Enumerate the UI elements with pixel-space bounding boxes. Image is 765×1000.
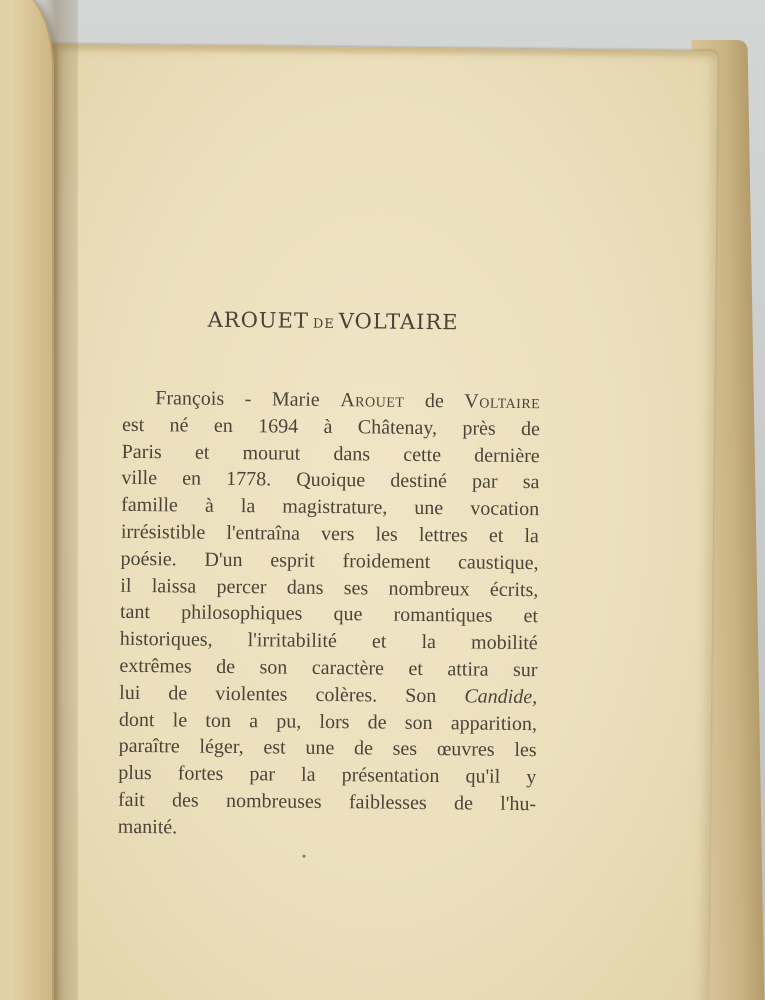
facing-page-edge (0, 0, 54, 1000)
text-line: tant philosophiques que romantiques et (119, 601, 539, 628)
title-name: VOLTAIRE (338, 309, 459, 335)
text-line: dont le ton a pu, lors de son apparition, (118, 708, 538, 735)
biography-paragraph (118, 385, 541, 845)
text-line: poésie. D'un esprit froidement caustique, (120, 547, 539, 574)
text-line: paraître léger, est une de ses œuvres les (118, 735, 537, 762)
title-particle: DE (312, 316, 335, 333)
text-line: irrésistible l'entraîna vers les lettres et la (120, 520, 539, 548)
text-line: fait des nombreuses faiblesses de l'hu- (117, 788, 537, 816)
text-line: ville en 1778. Quoique destiné par sa (121, 467, 540, 494)
text-line: famille à la magistrature, une vocation (121, 494, 540, 521)
text-line: plus fortes par la présentation qu'il y (118, 761, 537, 789)
title-surname: AROUET (207, 307, 310, 333)
text-line: François - Marie Arouet de Voltaire (155, 387, 541, 414)
text-line: historiques, l'irritabilité et la mobilité (119, 627, 538, 655)
book-page (36, 44, 718, 1000)
book-title-candide: Candide, (464, 685, 538, 708)
text-line: est né en 1694 à Châtenay, près de (121, 413, 541, 440)
page-title (43, 306, 623, 336)
ink-speck (302, 855, 305, 858)
text-line: lui de violentes colères. Son Candide, (119, 681, 538, 708)
text-line: extrêmes de son caractère et attira sur (119, 654, 538, 682)
text-line: manité. (117, 815, 178, 839)
text-line: il laissa percer dans ses nombreux écrits, (120, 574, 539, 601)
text-line: Paris et mourut dans cette dernière (121, 440, 540, 467)
